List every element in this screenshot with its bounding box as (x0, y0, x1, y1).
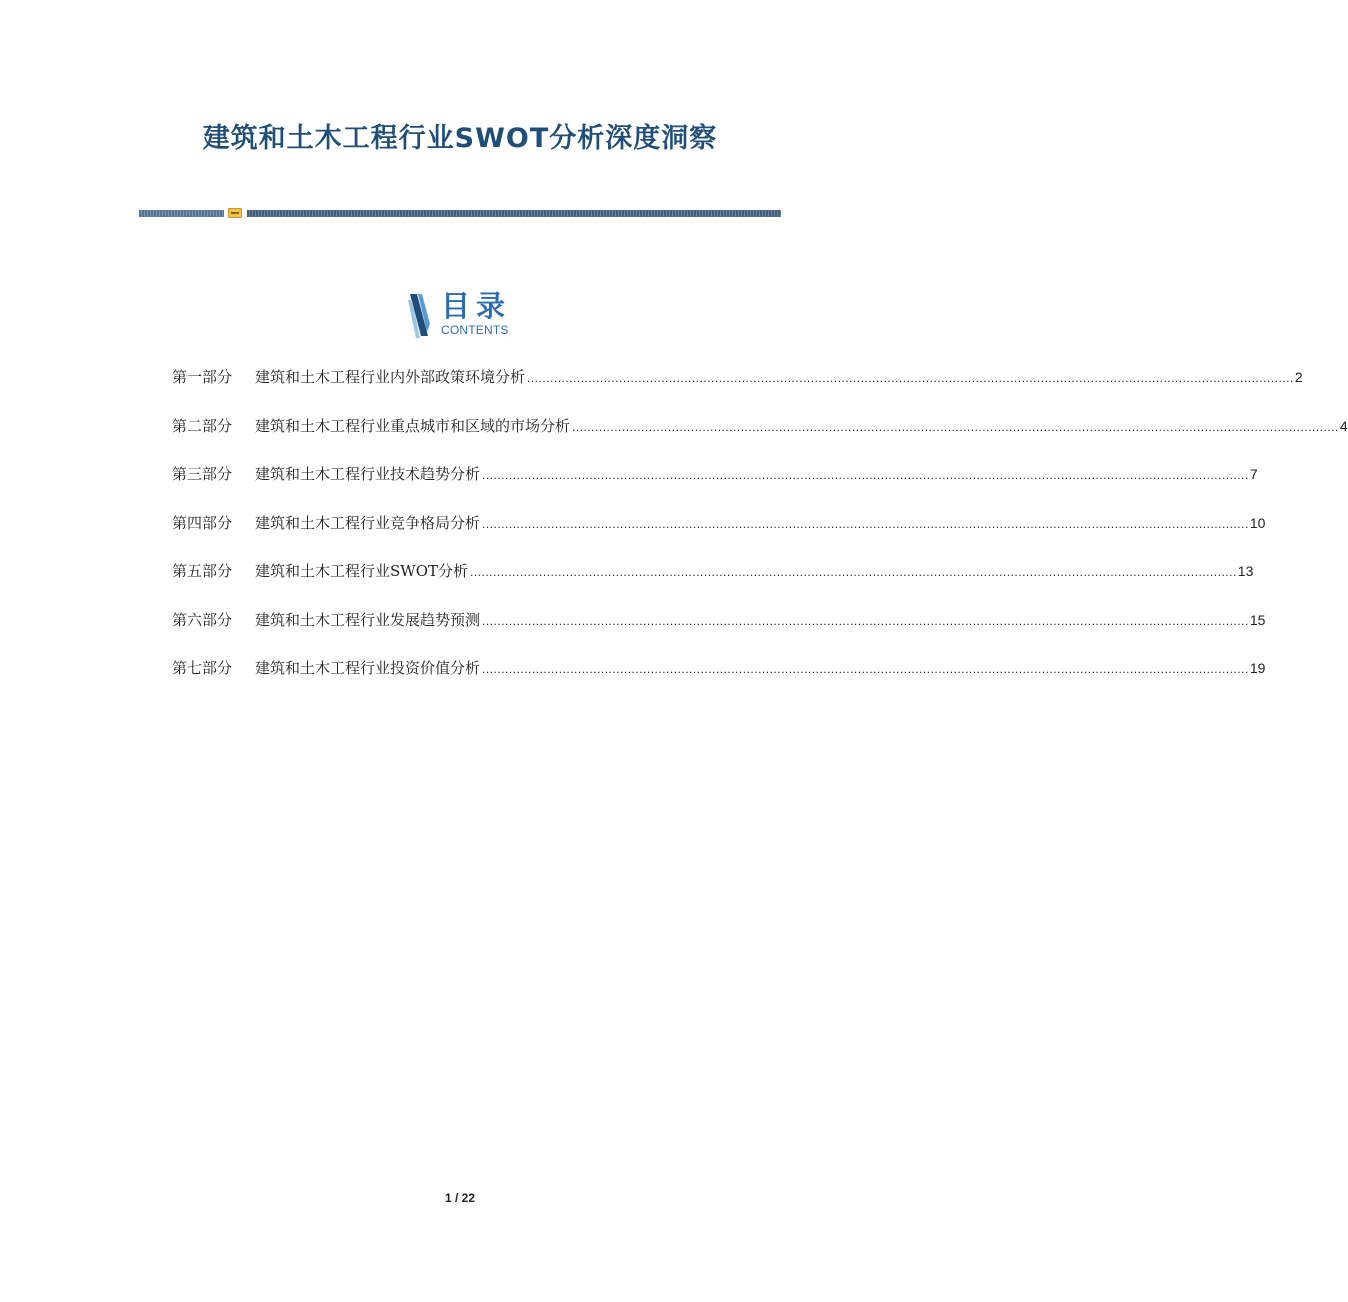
toc-logo-icon (408, 294, 430, 338)
toc-part-label: 第四部分 (172, 513, 233, 532)
toc-entry-title: 建筑和土木工程行业重点城市和区域的市场分析 (255, 416, 571, 435)
toc-entry-title: 建筑和土木工程行业发展趋势预测 (255, 610, 481, 629)
toc-entry[interactable] (172, 656, 1266, 705)
toc-page-number: 2 (1294, 369, 1303, 385)
toc-page-number: 7 (1249, 466, 1258, 482)
divider-badge-icon (228, 208, 242, 218)
toc-page-number: 13 (1237, 563, 1254, 579)
toc-heading (408, 289, 528, 340)
toc-entry[interactable] (172, 559, 1254, 608)
toc-entry[interactable] (172, 511, 1266, 560)
toc-leader-dots: ........................................................................................................................................................................................................ (482, 662, 1249, 676)
toc-leader-dots: ........................................................................................................................................................................................................ (482, 516, 1249, 531)
title-divider (139, 209, 781, 219)
toc-leader-dots: ........................................................................................................................................................................................................ (482, 613, 1249, 628)
page-indicator: 1 / 22 (444, 1191, 476, 1205)
toc-leader-dots: ........................................................................................................................................................................................................ (482, 468, 1249, 482)
toc-entry-title: 建筑和土木工程行业竞争格局分析 (255, 513, 481, 532)
toc-page-number: 19 (1249, 660, 1266, 676)
divider-left-bar (139, 210, 224, 217)
toc-leader-dots: ........................................................................................................................................................................................................ (572, 419, 1339, 434)
toc-entry[interactable] (172, 462, 1258, 511)
toc-page-number: 4 (1339, 417, 1348, 434)
toc-part-label: 第五部分 (172, 562, 233, 580)
toc-part-label: 第一部分 (172, 368, 233, 386)
toc-part-label: 第三部分 (172, 465, 233, 483)
toc-part-label: 第二部分 (172, 416, 233, 435)
toc-page-number: 10 (1249, 514, 1266, 531)
toc-leader-dots: ........................................................................................................................................................................................................ (527, 371, 1294, 385)
toc-heading-text: 目录 (441, 289, 512, 323)
toc-entry-title: 建筑和土木工程行业技术趋势分析 (255, 465, 481, 483)
toc-page-number: 15 (1249, 611, 1266, 628)
toc-entry-title: 建筑和土木工程行业投资价值分析 (255, 659, 481, 677)
toc-entry-title: 建筑和土木工程行业SWOT分析 (255, 562, 468, 580)
toc-leader-dots: ........................................................................................................................................................................................................ (470, 565, 1237, 579)
toc-part-label: 第七部分 (172, 659, 233, 677)
toc-part-label: 第六部分 (172, 610, 233, 629)
toc-entry-title: 建筑和土木工程行业内外部政策环境分析 (255, 368, 526, 386)
toc-list (172, 365, 1348, 705)
divider-right-bar (247, 210, 781, 217)
toc-heading-en: CONTENTS (441, 323, 509, 337)
document-title: 建筑和土木工程行业SWOT分析深度洞察 (202, 123, 718, 154)
toc-entry[interactable] (172, 414, 1348, 463)
toc-entry[interactable] (172, 608, 1266, 657)
toc-entry[interactable] (172, 365, 1303, 414)
